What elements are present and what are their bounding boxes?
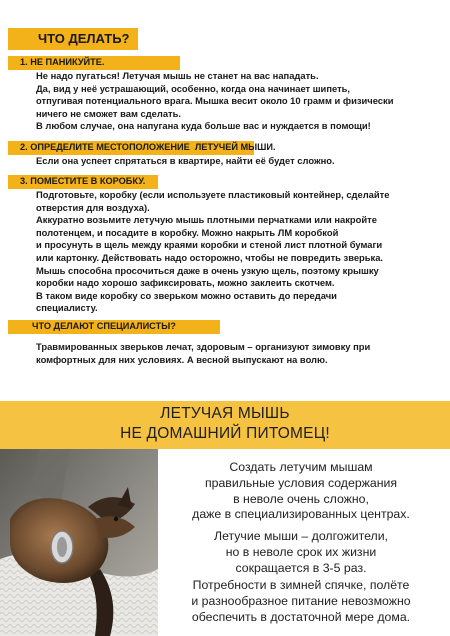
step-2-text: Если она успеет спрятаться в квартире, найти её будет сложно. [36, 155, 335, 166]
step-2-heading: 2. ОПРЕДЕЛИТЕ МЕСТОПОЛОЖЕНИЕ ЛЕТУЧЕЙ МЫШИ. [8, 141, 254, 155]
fact-2: Летучие мыши – долгожители, но в неволе срок их жизни сокращается в 3-5 раз. [214, 529, 388, 575]
specialists-heading: ЧТО ДЕЛАЮТ СПЕЦИАЛИСТЫ? [8, 320, 220, 334]
step-1-heading: 1. НЕ ПАНИКУЙТЕ. [8, 56, 180, 70]
banner-title-line-1: ЛЕТУЧАЯ МЫШЬ [160, 405, 290, 422]
fact-3: Потребности в зимней спячке, полёте и разнообразное питание невозможно обеспечить в достаточной мере дома. [191, 578, 411, 624]
step-3-text: Подготовьте, коробку (если используете пластиковый контейнер, сделайте отверстия для воздуха). Аккуратно возьмите летучую мышь плотными перчатками или накройте полотенцем, и посадите в коробку. Можно накрыть ЛМ коробкой и просунуть в щель между краями коробки и стеной лист плотной бумаги или картонку. Действовать надо осторожно, чтобы не повредить зверька. Мышь способна просочиться даже в очень узкую щель, поэтому крышку коробки надо хорошо зафиксировать, можно заклеить скотчем. В таком виде коробку со зверьком можно оставить до передачи специалисту. [36, 189, 390, 314]
banner-title-line-2: НЕ ДОМАШНИЙ ПИТОМЕЦ! [120, 425, 330, 442]
banner-title [0, 404, 450, 444]
bat-photo [0, 449, 158, 636]
step-1-text: Не надо пугаться! Летучая мышь не станет на вас нападать. Да, вид у неё устрашающий, особенно, когда она начинает шипеть, отпугивая потенциального врага. Мышка весит около 10 грамм и физически ничего не сможет вам сделать. В любом случае, она напугана куда больше вас и нуждается в помощи! [36, 70, 394, 132]
step-3-heading: 3. ПОМЕСТИТЕ В КОРОБКУ. [8, 175, 158, 189]
specialists-text: Травмированных зверьков лечат, здоровым – организуют зимовку при комфортных для них условиях. А весной выпускают на волю. [36, 341, 371, 365]
section-title: ЧТО ДЕЛАТЬ? [8, 28, 138, 50]
fact-1: Создать летучим мышам правильные условия содержания в неволе очень сложно, даже в специализированных центрах. [192, 460, 410, 522]
